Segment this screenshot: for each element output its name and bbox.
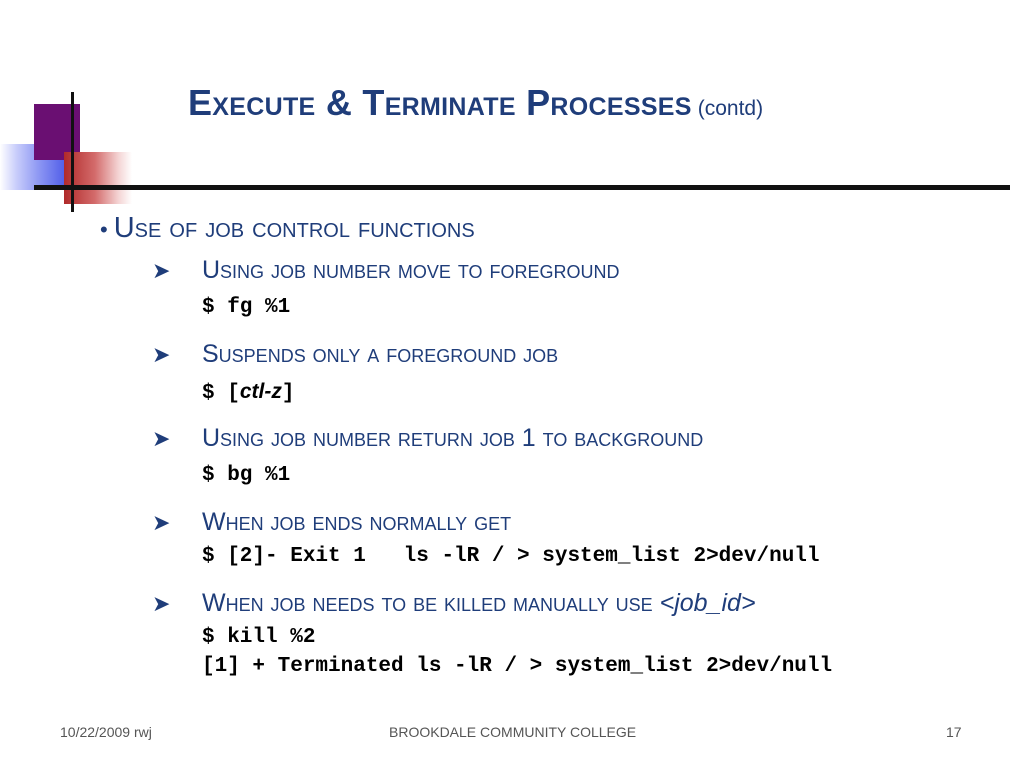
item-heading [202, 589, 756, 618]
footer-college: BROOKDALE COMMUNITY COLLEGE [389, 724, 637, 740]
arrow-bullet-icon: ➤ [152, 426, 171, 451]
bullet-dot-icon: • [100, 217, 108, 242]
item-code: $ bg %1 [202, 464, 291, 487]
item-code-prefix: $ [ [202, 382, 240, 405]
item-code: $ fg %1 [202, 296, 291, 319]
footer-date: 10/22/2009 rwj [60, 724, 152, 740]
item-code [202, 380, 294, 405]
item-code-italic: ctl-z [239, 380, 282, 403]
main-bullet-text: Use of job control functions [113, 212, 475, 244]
arrow-bullet-icon: ➤ [152, 591, 171, 616]
slide-title [188, 82, 763, 124]
item-heading: Using job number move to foreground [202, 256, 620, 284]
main-bullet [100, 212, 475, 245]
arrow-bullet-icon: ➤ [152, 510, 171, 535]
item-code: $ [2]- Exit 1 ls -lR / > system_list 2>dev/null [202, 545, 820, 568]
item-heading: Suspends only a foreground job [202, 340, 559, 368]
item-heading-prefix: When job needs to be killed manually use [202, 589, 660, 617]
arrow-bullet-icon: ➤ [152, 258, 171, 283]
decorative-vertical-line [71, 92, 74, 212]
item-heading-italic: <job_id> [659, 589, 756, 617]
title-divider-line [34, 185, 1010, 190]
slide-title-suffix: (contd) [697, 97, 764, 120]
footer-page-number: 17 [946, 724, 962, 740]
arrow-bullet-icon: ➤ [152, 342, 171, 367]
item-code-suffix: ] [281, 382, 295, 405]
item-code: [1] + Terminated ls -lR / > system_list 2>dev/null [202, 655, 833, 678]
item-heading: Using job number return job 1 to background [202, 424, 704, 452]
slide-title-main: Execute & Terminate Processes [188, 82, 692, 123]
decorative-red-square [64, 152, 132, 204]
item-code: $ kill %2 [202, 626, 316, 649]
item-heading: When job ends normally get [202, 508, 512, 536]
